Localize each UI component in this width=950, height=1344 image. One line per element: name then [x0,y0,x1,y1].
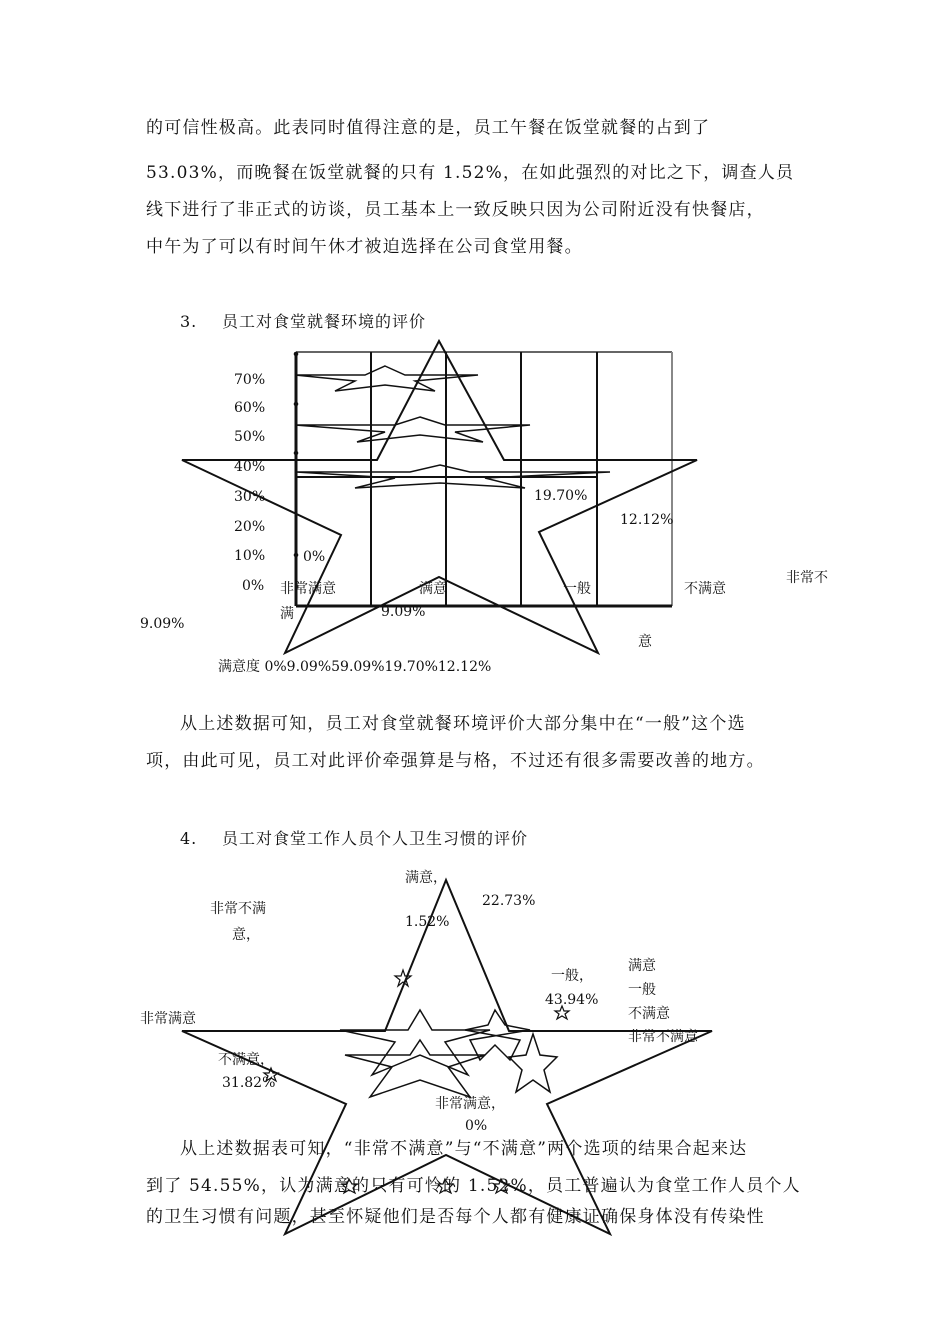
chart2-small-star-shape [340,1010,490,1075]
x-category-satisfied: 满意 [419,581,447,597]
pie-label-satisfied-value: 1.52% [405,914,450,930]
pie-label-very-satisfied-bottom: 非常满意， [435,1096,505,1112]
pie-label-very-satisfied-bottom-value: 0% [465,1118,488,1134]
paragraph-line: 的卫生习惯有问题，甚至怀疑他们是否每个人都有健康证确保身体没有传染性 [146,1207,765,1227]
pie-label-very-dissatisfied-wrap: 意， [232,927,260,943]
pie-label-satisfied: 满意， [405,870,447,886]
x-category-very-dissatisfied: 非常不 [786,570,828,586]
y-tick-label: 40% [234,459,266,475]
paragraph-line: 的可信性极高。此表同时值得注意的是，员工午餐在饭堂就餐的占到了 [146,118,711,138]
legend-item: 不满意 [628,1006,670,1022]
pie-label-value-2273: 22.73% [482,893,536,909]
legend-item: 非常不满意 [628,1029,698,1045]
pie-label-very-dissatisfied: 非常不满 [210,901,266,917]
paragraph-hygiene-summary [146,1131,806,1236]
x-category-average: 一般 [563,581,591,597]
paragraph-line: 线下进行了非正式的访谈，员工基本上一致反映只因为公司附近没有快餐店， [146,200,765,220]
paragraph-line: 53.03%，而晚餐在饭堂就餐的只有 1.52%，在如此强烈的对比之下，调查人员 [146,163,795,183]
y-tick-label: 30% [234,489,266,505]
pie-label-average-value: 43.94% [545,992,599,1008]
data-label-left: 9.09% [140,616,185,632]
y-tick-label: 20% [234,519,266,535]
data-label-very-satisfied: 0% [303,549,326,565]
pie-label-dissatisfied-value: 31.82% [222,1075,276,1091]
chart2-small-star-shape [509,1034,557,1092]
section-title: 员工对食堂就餐环境的评价 [222,312,427,331]
section-title: 员工对食堂工作人员个人卫生习惯的评价 [222,829,529,848]
x-category-very-dissatisfied-wrap: 意 [638,634,652,650]
paragraph-line: 从上述数据表可知，“非常不满意”与“不满意”两个选项的结果合起来达 [180,1139,748,1159]
paragraph-line: 到了 54.55%，认为满意的只有可怜的 1.52%，员工普遍认为食堂工作人员个人 [146,1176,801,1196]
legend-item: 满意 [628,958,656,974]
y-tick-label: 10% [234,548,266,564]
section-number: 4. [180,829,198,848]
pie-label-very-satisfied: 非常满意 [140,1011,196,1027]
paragraph-line: 中午为了可以有时间午休才被迫选择在公司食堂用餐。 [146,237,583,257]
data-label-satisfied: 9.09% [381,604,426,620]
paragraph-line: 项，由此可见，员工对此评价牵强算是与格，不过还有很多需要改善的地方。 [146,751,765,771]
data-label-very-dissatisfied: 12.12% [620,512,674,528]
section-number: 3. [180,312,198,331]
y-tick-label: 60% [234,400,266,416]
y-tick-label: 50% [234,429,266,445]
pie-label-dissatisfied: 不满意， [218,1052,274,1068]
paragraph-line: 从上述数据可知，员工对食堂就餐环境评价大部分集中在“一般”这个选 [180,714,746,734]
y-tick-label: 70% [234,372,266,388]
chart2-small-star-shape [465,1010,530,1060]
pie-label-average: 一般， [551,968,593,984]
chart1-series-footer: 满意度 0%9.09%59.09%19.70%12.12% [218,659,492,675]
x-category-very-satisfied: 非常满意 [280,581,336,597]
legend-item: 一般 [628,982,656,998]
y-tick-label: 0% [242,578,265,594]
x-category-very-satisfied-wrap: 满 [280,606,294,622]
data-label-dissatisfied: 19.70% [534,488,588,504]
x-category-dissatisfied: 不满意 [684,581,726,597]
